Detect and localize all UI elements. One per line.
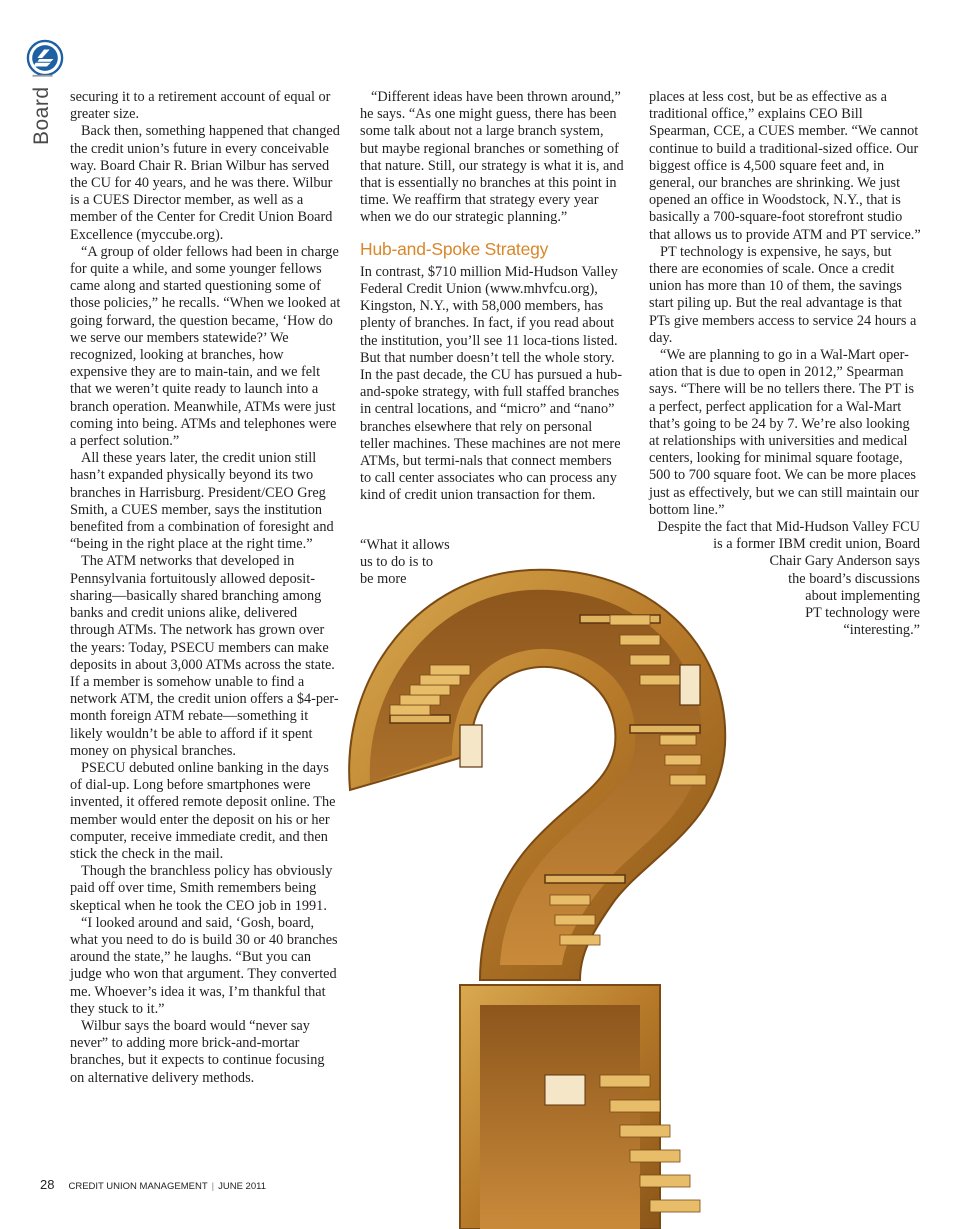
wrapped-text-line: about implementing — [805, 587, 920, 604]
page-number: 28 — [40, 1177, 55, 1192]
publication-name: CREDIT UNION MANAGEMENT — [68, 1181, 208, 1192]
section-subheading: Hub-and-Spoke Strategy — [360, 238, 549, 259]
wrapped-text-line: the board’s discussions — [788, 570, 920, 587]
article-column-1 — [70, 89, 342, 1087]
wrapped-text-line: “What it allows — [360, 537, 450, 553]
paragraph: securing it to a retirement account of equal or greater size. — [70, 89, 331, 123]
page-footer — [40, 1177, 266, 1192]
paragraph: “I looked around and said, ‘Gosh, board, what you need to do is build 30 or 40 branches around the state,” he laughs. “But you can judge who won that argument. They converted me. Whoever’s idea it was, I’m thankful that they stuck to it.” — [70, 914, 338, 1017]
wrapped-text-line: Despite the fact that Mid-Hudson Valley FCU — [657, 519, 920, 535]
paragraph: places at less cost, but be as effective as a traditional office,” explains CEO Bill Spearman, CCE, a CUES member. “We cannot continue to build a traditional-sized office. Our biggest office is 4,500 square feet and, in general, our branches are shrinking. We just opened an office in Woodstock, N.Y., that is basically a 700-square-foot storefront studio that allows us to provide ATM and PT service.” — [649, 89, 921, 243]
wrapped-text-line: “interesting.” — [843, 622, 920, 639]
question-mark-stairs-illustration — [330, 555, 750, 1229]
paragraph: The ATM networks that developed in Pennsylvania fortuitously allowed deposit-sharing—basically shared branching among banks and credit unions alike, delivered through ATMs. The network has grown over the years: Today, PSECU members can make deposits in about 3,000 ATMs across the state. If a member is somehow unable to find a network ATM, the credit union offers a $4-per-month foreign ATM rebate—something it likely wouldn’t be able to afford if it spent money on physical branches. — [70, 553, 339, 759]
wrapped-text-line: PT technology were — [805, 605, 920, 622]
magazine-logo-icon — [26, 39, 64, 77]
article-column-2 — [360, 89, 625, 505]
paragraph: All these years later, the credit union still hasn’t expanded physically beyond its two branches in Harrisburg. President/CEO Greg Smith, a CUES member, says the institution benefited from a combination of foresight and “being in the right place at the right time.” — [70, 450, 334, 553]
section-tab — [30, 72, 54, 145]
wrapped-text-line: is a former IBM credit union, Board — [713, 536, 920, 553]
section-tab-divider: | — [30, 72, 53, 79]
paragraph: Back then, something happened that changed the credit union’s future in every conceivable way. Board Chair R. Brian Wilbur has served the CU for 40 years, and he was there. Wilbur is a CUES Director member, as well as a member of the Center for Credit Union Board Excellence (myccube.org). — [70, 123, 340, 243]
paragraph: “We are planning to go in a Wal-Mart oper-ation that is due to open in 2012,” Spearman says. “There will be no tellers there. The PT is a perfect, perfect application for a Wal-Mart that’s going to be 24 by 7. We’re also looking at relationships with universities and medical centers, looking for minimal square footage, 500 to 700 square foot. We can be more places just as effectively, but we can still maintain our bottom line.” — [649, 347, 919, 518]
paragraph: “A group of older fellows had been in charge for quite a while, and some younger fellows came along and started questioning some of those policies,” he recalls. “When we looked at going forward, the question became, ‘How do we serve our members statewide?’ We recognized, looking at branches, how expensive they are to main-tain, and we felt that we weren’t quite ready to launch into a branch operation. Meanwhile, ATMs were just coming into being. ATMs and telephones were a perfect solution.” — [70, 243, 341, 450]
wrapped-text-line: us to do is to — [360, 554, 434, 571]
wrapped-text-line: be more — [360, 571, 407, 588]
paragraph: “Different ideas have been thrown around,” he says. “As one might guess, there has been some talk about not a large branch system, but maybe regional branches or something of that nature. Still, our strategy is what it is, and that is essentially no branches at this point in time. We reaffirm that strategy every year when we do our strategic planning.” — [360, 89, 624, 226]
wrapped-text-line: Chair Gary Anderson says — [769, 553, 920, 570]
article-column-3 — [649, 89, 921, 519]
footer-separator: | — [211, 1181, 215, 1192]
section-tab-label: Board — [30, 86, 53, 145]
paragraph: Wilbur says the board would “never say never” to adding more brick-and-mortar branches, but it expects to continue focusing on alternative delivery methods. — [70, 1017, 325, 1086]
paragraph: Though the branchless policy has obviously paid off over time, Smith remembers being skeptical when he took the CEO job in 1991. — [70, 863, 333, 914]
paragraph: In contrast, $710 million Mid-Hudson Valley Federal Credit Union (www.mhvfcu.org), Kingston, N.Y., with 58,000 members, has plenty of branches. In fact, if you read about the institution, you’ll see 11 loca-tions listed. But that number doesn’t tell the whole story. In the past decade, the CU has pursued a hub-and-spoke strategy, with full staffed branches in central locations, and “micro” and “nano” branches elsewhere that rely on personal teller machines. These machines are not mere ATMs, but termi-nals that connect members to call center associates who can process any kind of credit union transaction for them. — [360, 263, 623, 504]
paragraph: PT technology is expensive, he says, but there are economies of scale. Once a credit union has more than 10 of them, the savings start piling up. But the real advantage is that PTs give members access to service 24 hours a day. — [649, 243, 917, 346]
paragraph: PSECU debuted online banking in the days of dial-up. Long before smartphones were invented, it offered remote deposit online. The member would enter the deposit on his or her computer, receive immediate credit, and then stick the check in the mail. — [70, 759, 336, 862]
issue-date: JUNE 2011 — [218, 1181, 266, 1192]
